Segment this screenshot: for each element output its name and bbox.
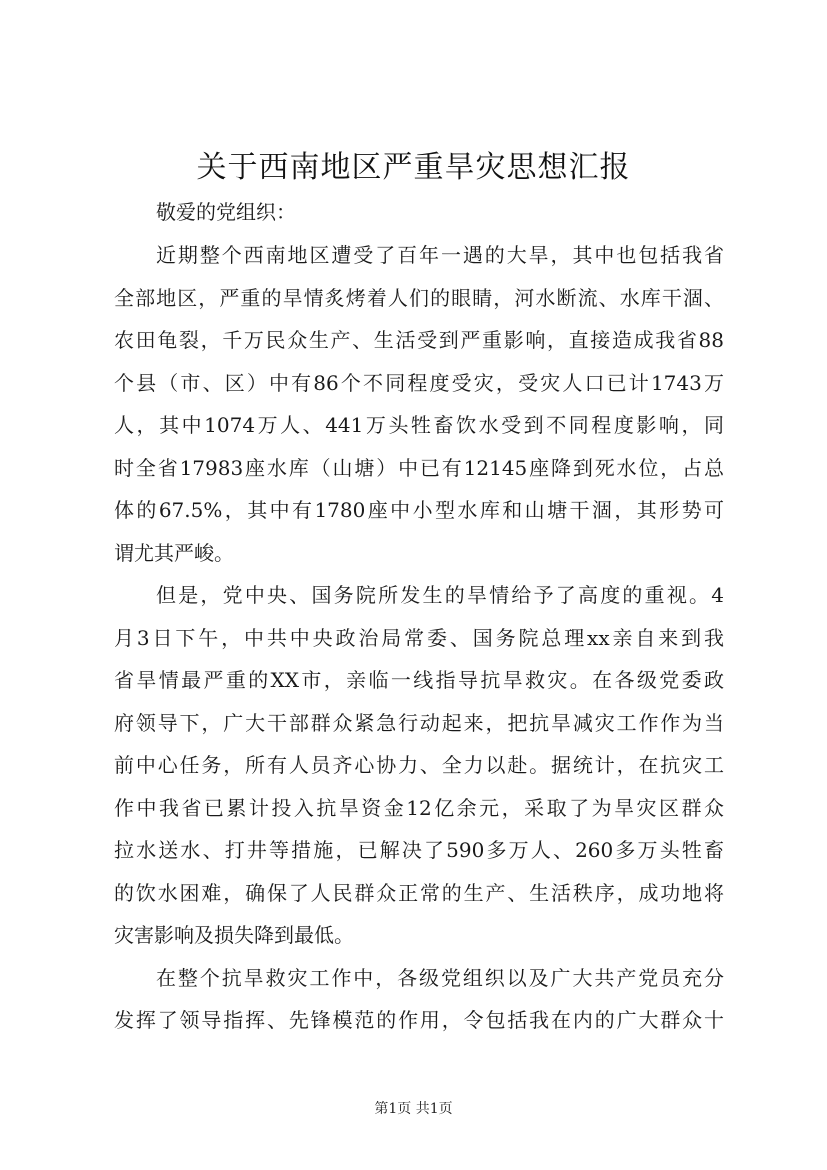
- paragraph-line: 发挥了领导指挥、先锋模范的作用，令包括我在内的广大群众十: [114, 1008, 724, 1032]
- paragraph-line: 近期整个西南地区遭受了百年一遇的大旱，其中也包括我省: [156, 243, 724, 267]
- salutation: 敬爱的党组织：: [156, 200, 296, 224]
- paragraph-line: 谓尤其严峻。: [114, 541, 234, 565]
- paragraph-line: 月3日下午，中共中央政治局常委、国务院总理xx亲自来到我: [114, 626, 724, 650]
- paragraph-line: 灾害影响及损失降到最低。: [114, 923, 354, 947]
- paragraph-line: 时全省17983座水库（山塘）中已有12145座降到死水位，占总: [114, 456, 724, 480]
- paragraph-line: 拉水送水、打井等措施，已解决了590多万人、260多万头牲畜: [114, 838, 724, 862]
- paragraph-line: 府领导下，广大干部群众紧急行动起来，把抗旱减灾工作作为当: [114, 711, 724, 735]
- paragraph-line: 但是，党中央、国务院所发生的旱情给予了高度的重视。4: [156, 583, 724, 607]
- paragraph-line: 个县（市、区）中有86个不同程度受灾，受灾人口已计1743万: [114, 371, 724, 395]
- paragraph-line: 农田龟裂，千万民众生产、生活受到严重影响，直接造成我省88: [114, 328, 724, 352]
- paragraph-line: 人，其中1074万人、441万头牲畜饮水受到不同程度影响，同: [114, 413, 724, 437]
- paragraph-line: 全部地区，严重的旱情炙烤着人们的眼睛，河水断流、水库干涸、: [114, 286, 724, 310]
- paragraph-line: 在整个抗旱救灾工作中，各级党组织以及广大共产党员充分: [156, 966, 724, 990]
- paragraph-line: 体的67.5%，其中有1780座中小型水库和山塘干涸，其形势可: [114, 498, 724, 522]
- paragraph-line: 作中我省已累计投入抗旱资金12亿余元，采取了为旱灾区群众: [114, 796, 724, 820]
- document-title: 关于西南地区严重旱灾思想汇报: [196, 150, 631, 185]
- paragraph-line: 前中心任务，所有人员齐心协力、全力以赴。据统计，在抗灾工: [114, 753, 724, 777]
- paragraph-line: 的饮水困难，确保了人民群众正常的生产、生活秩序，成功地将: [114, 881, 724, 905]
- paragraph-line: 省旱情最严重的XX市，亲临一线指导抗旱救灾。在各级党委政: [114, 668, 724, 692]
- page-footer: 第1页 共1页: [374, 1101, 453, 1117]
